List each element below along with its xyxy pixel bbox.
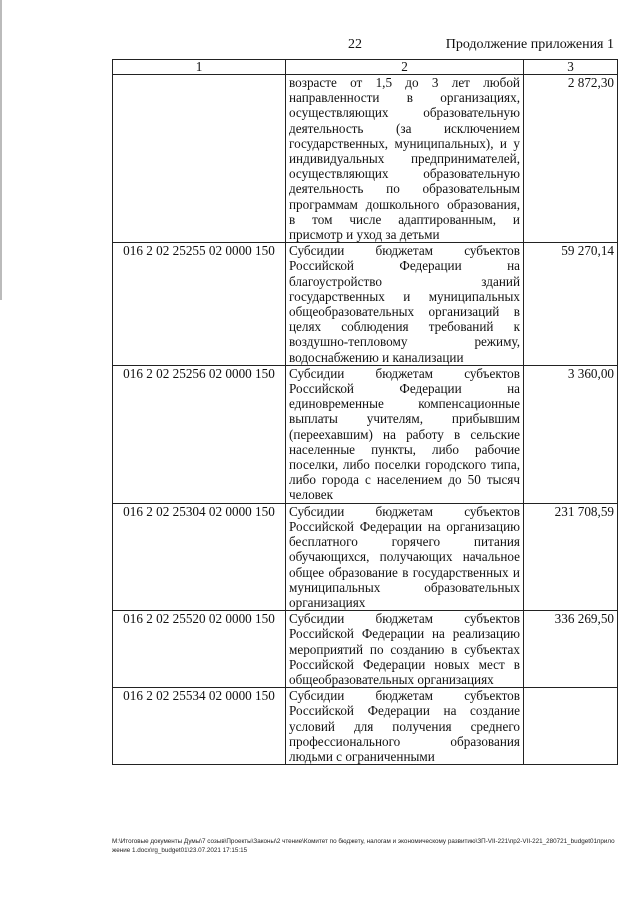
table-row	[113, 75, 618, 243]
description-cell: возрасте от 1,5 до 3 лет любой направленности в организациях, осуществляющих образовательную деятельность (за исключением государственных, муниципальных), и у индивидуальных предпринимателей, осуществляющих образовательную деятельность по образовательным программам дошкольного образования, в том числе адаптированным, и присмотр и уход за детьми	[286, 75, 524, 243]
column-header: 1	[113, 60, 286, 75]
description-cell: Субсидии бюджетам субъектов Российской Федерации на организацию бесплатного горячего питания обучающихся, получающих начальное общее образование в государственных и муниципальных образовательных организациях	[286, 503, 524, 610]
amount-cell: 3 360,00	[524, 365, 618, 503]
table-row	[113, 365, 618, 503]
amount-cell: 59 270,14	[524, 243, 618, 366]
description-cell: Субсидии бюджетам субъектов Российской Федерации на единовременные компенсационные выплаты учителям, прибывшим (переехавшим) на работу в сельские населенные пункты, либо рабочие поселки, либо поселки городского типа, либо города с населением до 50 тысяч человек	[286, 365, 524, 503]
table-row	[113, 243, 618, 366]
budget-code-cell: 016 2 02 25304 02 0000 150	[113, 503, 286, 610]
table-row	[113, 688, 618, 765]
description-cell: Субсидии бюджетам субъектов Российской Федерации на реализацию мероприятий по созданию в субъектах Российской Федерации новых мест в общеобразовательных организациях	[286, 611, 524, 688]
budget-code-cell: 016 2 02 25520 02 0000 150	[113, 611, 286, 688]
amount-cell: 2 872,30	[524, 75, 618, 243]
amount-cell: 336 269,50	[524, 611, 618, 688]
description-cell: Субсидии бюджетам субъектов Российской Федерации на создание условий для получения среднего профессионального образования людьми с ограниченными	[286, 688, 524, 765]
budget-code-cell: 016 2 02 25256 02 0000 150	[113, 365, 286, 503]
column-header: 3	[524, 60, 618, 75]
table-header-row	[113, 60, 618, 75]
description-cell: Субсидии бюджетам субъектов Российской Федерации на благоустройство зданий государственных и муниципальных общеобразовательных организаций в целях соблюдения требований к воздушно-тепловому режиму, водоснабжению и канализации	[286, 243, 524, 366]
table-row	[113, 503, 618, 610]
table-row	[113, 611, 618, 688]
column-header: 2	[286, 60, 524, 75]
appendix-continuation-label: Продолжение приложения 1	[445, 37, 614, 52]
amount-cell	[524, 688, 618, 765]
budget-code-cell	[113, 75, 286, 243]
budget-code-cell: 016 2 02 25534 02 0000 150	[113, 688, 286, 765]
page-number: 22	[348, 37, 362, 52]
budget-code-cell: 016 2 02 25255 02 0000 150	[113, 243, 286, 366]
document-file-path: M:\Итоговые документы Думы\7 созыв\Проекты\Законы\2 чтение\Комитет по бюджету, налогам и экономическому развитию\ЗП-VII-221\пр2-VII-221_280721_budget01приложение 1.docx\rg_budget01\23.07.2021 17:15:15	[112, 838, 615, 854]
scan-edge-mark	[0, 0, 2, 300]
amount-cell: 231 708,59	[524, 503, 618, 610]
budget-table	[112, 59, 618, 765]
